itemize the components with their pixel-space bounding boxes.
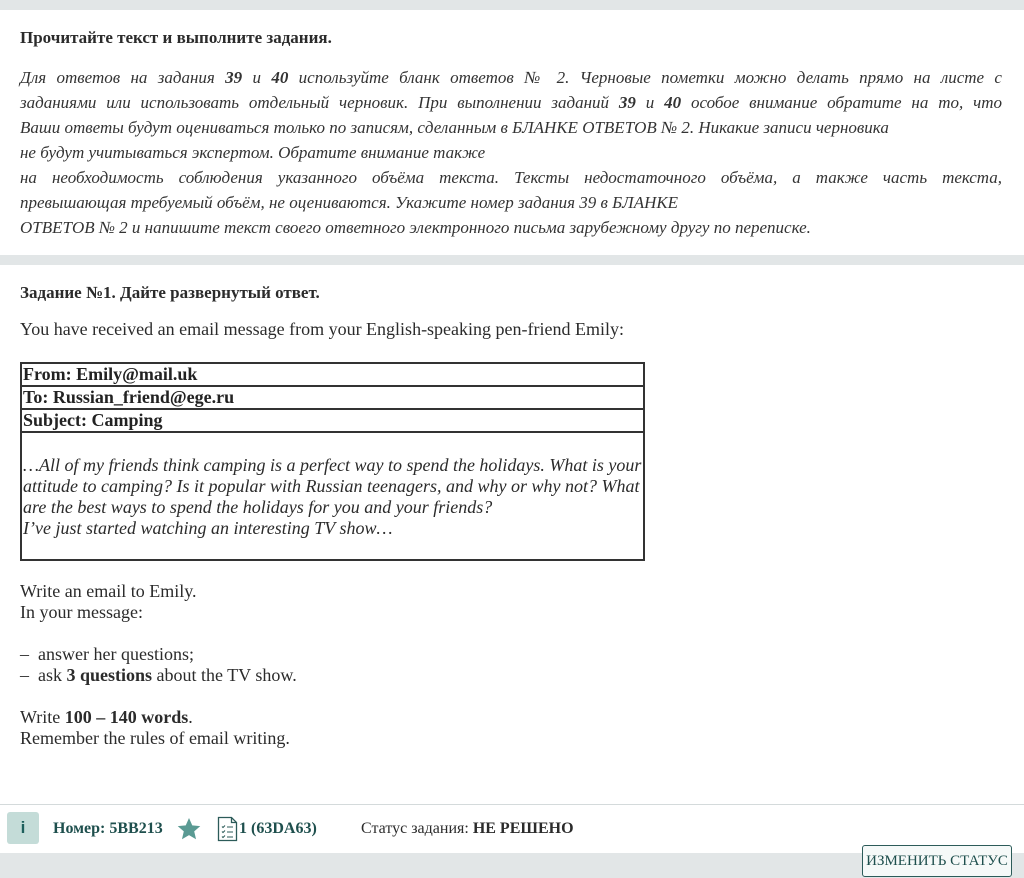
bullet-item: – answer her questions; xyxy=(20,644,194,664)
bullet-item: – ask 3 questions about the TV show. xyxy=(20,665,297,685)
length-text: . xyxy=(188,707,193,727)
instructions-line: не будут учитываться экспертом. Обратите внимание также xyxy=(20,143,486,162)
instructions-line: Для ответов на задания 39 и 40 используйте бланк ответов № 2. Черновые пометки можно делать прямо на листе с xyxy=(20,68,1002,87)
length-requirement xyxy=(20,707,290,728)
length-emphasis: 100 – 140 words xyxy=(64,707,189,727)
email-from: From: Emily@mail.uk xyxy=(22,364,643,387)
instructions-line: Ваши ответы будут оцениваться только по записям, сделанным в БЛАНКЕ ОТВЕТОВ № 2. Никакие записи черновика xyxy=(20,118,889,137)
in-message-text: In your message: xyxy=(20,602,143,622)
bullet-emphasis: 3 questions xyxy=(66,665,153,685)
task-bullets xyxy=(20,644,297,686)
status-value: НЕ РЕШЕНО xyxy=(472,820,574,837)
task-status xyxy=(361,820,574,838)
email-subject: Subject: Camping xyxy=(22,410,643,433)
bullet-text: ask xyxy=(38,665,67,685)
task-intro: You have received an email message from your English-speaking pen-friend Emily: xyxy=(20,319,625,339)
instructions-line: заданиями или использовать отдельный черновик. При выполнении заданий 39 и 40 особое внимание обратите на то, что xyxy=(20,93,1003,112)
email-message-box xyxy=(20,362,645,561)
length-text: Write xyxy=(20,707,65,727)
status-label: Статус задания: xyxy=(361,820,473,837)
instructions-line: ОТВЕТОВ № 2 и напишите текст своего ответного электронного письма зарубежному другу по переписке. xyxy=(20,218,811,237)
instructions-line: на необходимость соблюдения указанного объёма текста. Тексты недостаточного объёма, а также часть текста, xyxy=(20,168,1002,187)
task-panel xyxy=(0,265,1024,852)
email-to: To: Russian_friend@ege.ru xyxy=(22,387,643,410)
instructions-panel xyxy=(0,10,1024,255)
email-body-line: …All of my friends think camping is a perfect way to spend the holidays. What is your xyxy=(23,455,642,475)
instructions-body xyxy=(20,65,1002,240)
length-instructions xyxy=(20,707,290,749)
remember-text: Remember the rules of email writing. xyxy=(20,728,290,748)
change-status-button[interactable]: ИЗМЕНИТЬ СТАТУС xyxy=(862,845,1012,877)
email-body-line: are the best ways to spend the holidays for you and your friends? xyxy=(23,497,493,517)
document-reference[interactable]: 1 (63DA63) xyxy=(239,820,317,837)
info-icon[interactable]: i xyxy=(7,812,39,844)
star-icon[interactable] xyxy=(176,816,202,842)
writing-instructions xyxy=(20,581,197,623)
bullet-text: about the TV show. xyxy=(152,665,297,685)
write-to-text: Write an email to Emily. xyxy=(20,581,197,601)
email-body xyxy=(22,433,643,559)
email-body-line: attitude to camping? Is it popular with Russian teenagers, and why or why not? What xyxy=(23,476,640,496)
instructions-line: превышающая требуемый объём, не оцениваются. Укажите номер задания 39 в БЛАНКЕ xyxy=(20,193,679,212)
task-number: Номер: 5BB213 xyxy=(53,820,163,837)
instructions-heading: Прочитайте текст и выполните задания. xyxy=(20,28,332,47)
task-heading: Задание №1. Дайте развернутый ответ. xyxy=(20,283,320,302)
bullet-text: answer her questions; xyxy=(38,644,194,664)
email-body-line: I’ve just started watching an interesting TV show… xyxy=(23,518,393,538)
document-list-icon[interactable] xyxy=(217,816,239,842)
